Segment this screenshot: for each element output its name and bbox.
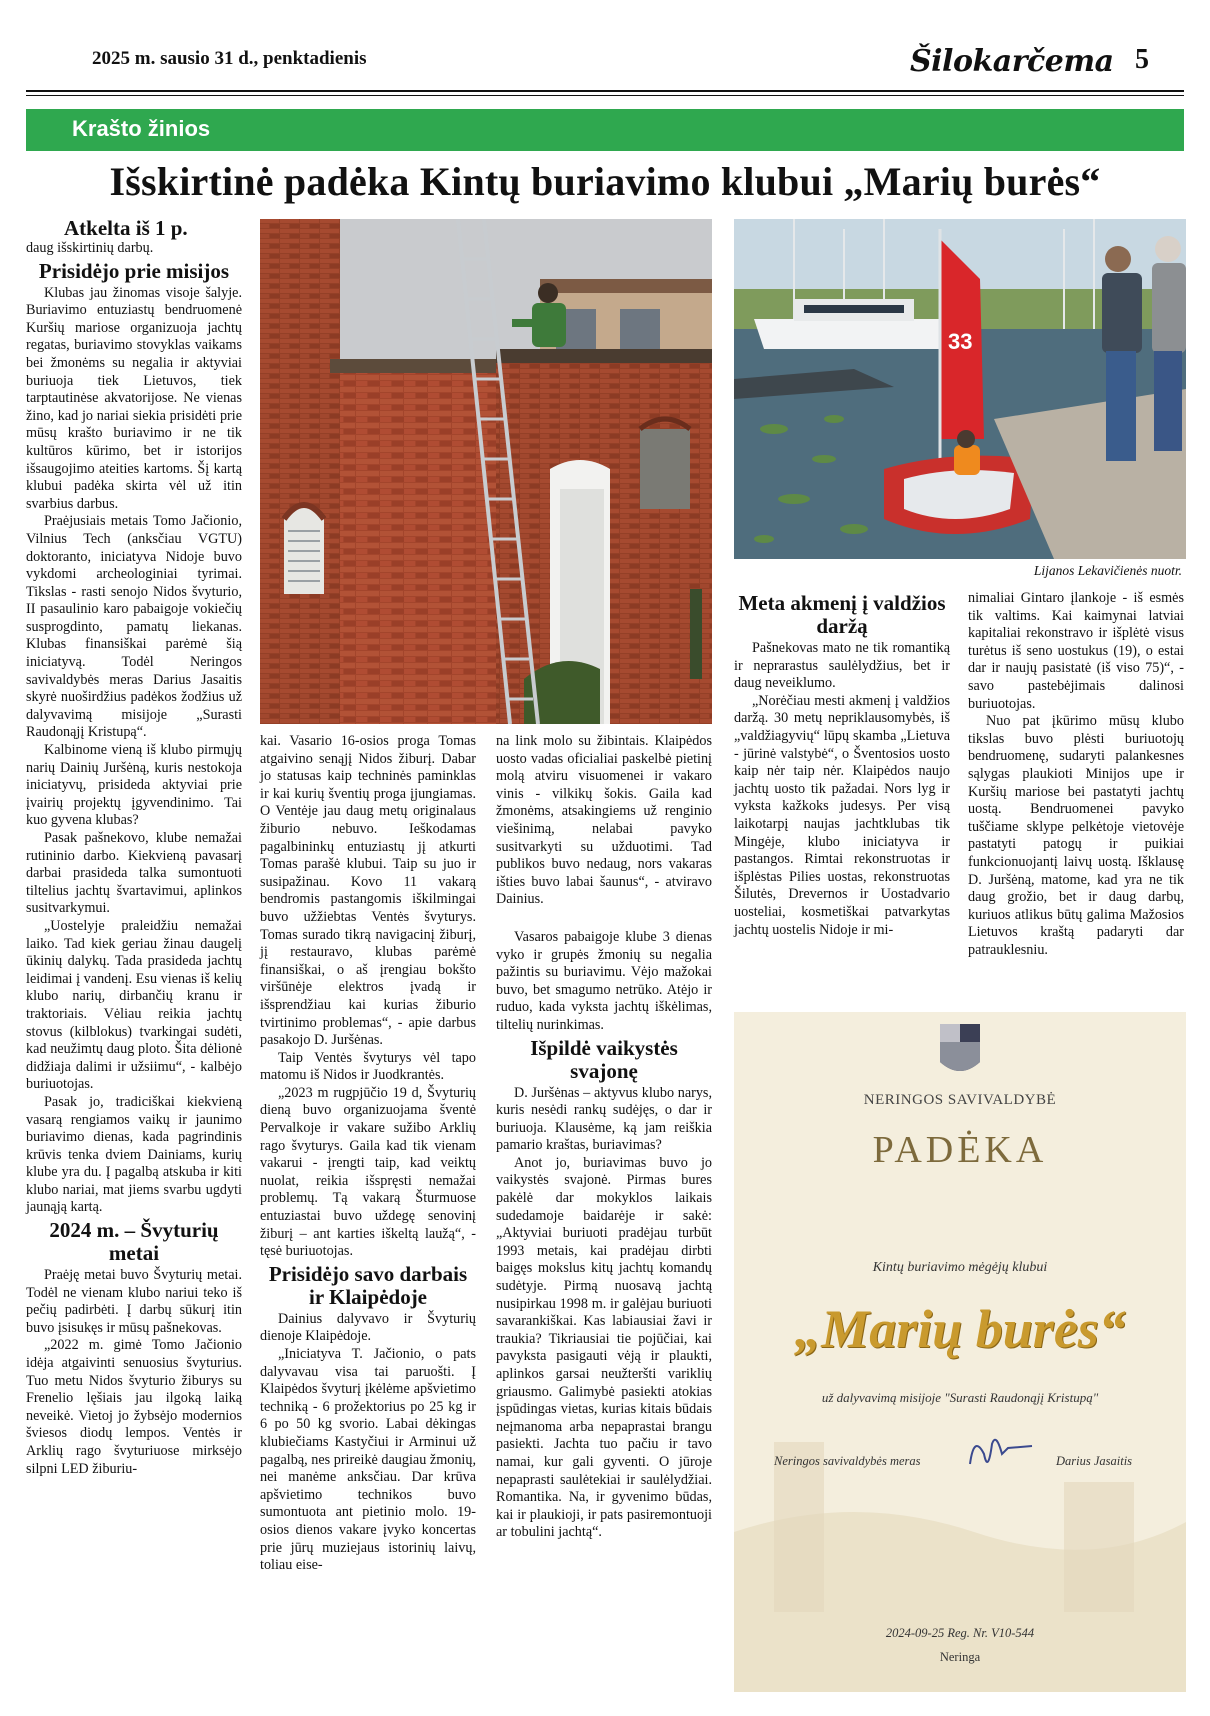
- paragraph: „2023 m rugpjūčio 19 d, Švyturių dieną buvo organizuojama šventė Pervalkoje ir vakare sužibo Arklių rago švyturys. Gaila kad tik vienam vakarui - įrengti taip, kad veiktų nuolat, reikia išspręsti nemažai problemų. Tą vakarą Šturmuose entuziastai buvo uždegę senovinį žiburį – ant karties iškeltą laužą“, - tęsė buriuotojas.: [260, 1084, 476, 1260]
- continued-from: Atkelta iš 1 p.: [64, 216, 188, 240]
- paragraph: Taip Ventės švyturys vėl tapo matomu iš Nidos ir Juodkrantės.: [260, 1049, 476, 1084]
- certificate-reason: už dalyvavimą misijoje "Surasti Raudonąjį Kristupą": [821, 1390, 1099, 1405]
- paragraph: kai. Vasario 16-osios proga Tomas atgaivino senąjį Nidos žiburį. Dabar jo statusas kaip techninės paminklas ir kai kurių šventių proga įjungiamas. O Ventėje jau daug metų originalaus žiburio nebuvo. Ieškodamas pagalbininkų entuziastų jį atkurti Tomas parašė klubui. Taip su juo ir susipažinau. Kovo 11 vakarą bendromis pastangomis iškilmingai buvo užžiebtas Ventės švyturys. Tomas surado tikrą navigacinį žiburį, jį restauravo, klubas parėmė finansiškai, o aš įrengiau bokšto viršūnėje elektros įvadą ir išsprendžiau kai kurias žiburio tvirtinimo problemas“, - apie darbus pasakojo D. Juršėnas.: [260, 733, 476, 1049]
- svg-text:33: 33: [948, 329, 973, 354]
- paragraph: „Norėčiau mesti akmenį į valdžios daržą. 30 metų nepriklausomybės, iš „valdžiagyvių“ lūpų skamba „Lietuva - jūrinė valstybė“, o Šventosios uosto kaip nėr taip nėr. Klaipėdos naujo jachtų uosto tik pažadai. Nors lyg ir vyksta kažkoks judesys. Per visą laikotarpį naujas jachtklubas tik Mingėje, klubo iniciatyva ir pastangos. Rimtai rekonstruotas ir išplėstas Pilies uostas, rekonstruotas Šilutės, Drevernos ir Uostadvario uosteliai, kosmetiškai patvarkytas jachtų uostelis Nidoje ir mi-: [734, 692, 950, 938]
- issue-date: 2025 m. sausio 31 d., penktadienis: [92, 48, 367, 69]
- certificate-date-reg: 2024-09-25 Reg. Nr. V10-544: [885, 1626, 1035, 1640]
- paragraph: Kalbinome vieną iš klubo pirmųjų narių Dainių Juršėną, kuris nestokoja iniciatyvų, prisideda aktyviai prie įvairių projektų įgyvendinimo. Tai kuo gyvena klubas?: [26, 742, 242, 829]
- column-5: [968, 590, 1184, 959]
- column-2: [260, 733, 476, 1575]
- paragraph: Nuo pat įkūrimo mūsų klubo tikslas buvo plėsti buriuotojų bendruomenę, sudaryti palankesnes sąlygas plaukioti Minijos upe ir Kuršių mariose bei pastatyti jachtų uostą. Bendruomenei pavyko tuščiame sklype pelkėtoje vietovėje pastatyti patogų ir puikiai funkcionuojantį laivų uostą. Išklausę D. Juršėną, matome, kad yra ne tik daug grožio, bet ir daug darbų, kuriuos atlikus būtų galima Mažosios Lietuvos kraštą padaryti dar patrauklesniu.: [968, 713, 1184, 958]
- article-headline: Išskirtinė padėka Kintų buriavimo klubui „Marių burės“: [109, 159, 1101, 204]
- column-4: [734, 590, 950, 939]
- subheading: Prisidėjo prie misijos: [38, 258, 230, 283]
- certificate-title: PADĖKA: [872, 1129, 1048, 1171]
- page-number: 5: [1135, 44, 1149, 75]
- header-rule: [26, 90, 1184, 92]
- paragraph: Praėjusiais metais Tomo Jačionio, Vilnius Tech (anksčiau VGTU) doktoranto, iniciatyva Nidoje buvo vykdomi archeologiniai tyrimai. Tikslas - rasti senojo Nidos švyturio, II pasaulinio karo pabaigoje vokiečių susprogdinto, pamatų liekanas. Klubas finansiškai parėmė šią iniciatyvą. Todėl Neringos savivaldybės meras Darius Jasaitis skyrė nuoširdžius padėkos žodžius už dalyvavimą misijoje „Surasti Raudonąjį Kristupą“.: [26, 513, 242, 741]
- paragraph: „Uostelyje praleidžiu nemažai laiko. Tad kiek geriau žinau daugelį ūkinių dalykų. Tada prasideda jachtų leidimai į vandenį. Esu vienas iš kelių klubo narių, dirbančių kranu ir traktoriais. Vėliau reikia jachtų stovus (kilblokus) tvarkingai sudėti, kad neužimtų daug ploto. Šita dėlionė didžiaja dalimi ir užsiimu“, - kalbėjo buriuotojas.: [26, 917, 242, 1093]
- certificate-image: [734, 1012, 1186, 1692]
- paragraph: „Iniciatyva T. Jačionio, o pats dalyvavau visa tai paruošti. Į Klaipėdos švyturį įkėlėme apšvietimo techniką - 6 prožektorius po 25 kg ir 6 po 50 kg svorio. Labai dėkingas klubiečiams Kastyčiui ir Arminui už pagalbą, nes prireikė daugiau žmonių, nei manėme anksčiau. Dar krūva apšvietimo technikos buvo sumontuota ant pietinio molo. 19-osios dienos vakare įvyko koncertas prie jūrų muziejaus istorinių laivų, toliau eise-: [260, 1346, 476, 1574]
- section-bar: [26, 109, 1184, 151]
- certificate-recipient-line: Kintų buriavimo mėgėjų klubui: [872, 1260, 1048, 1275]
- paragraph: D. Juršėnas – aktyvus klubo narys, kuris nesėdi rankų sudėjęs, o dar ir buriuoja. Klausėme, ką jam reiškia pamario kraštas, buriavimas?: [496, 1084, 712, 1154]
- column-1: [26, 216, 242, 1478]
- paragraph: Klubas jau žinomas visoje šalyje. Buriavimo entuziastų bendruomenė Kuršių mariose organizuoja jachtų regatas, buriavimo stovyklas vaikams bei žmonėms su negalia ir aktyviai buriuoja tiek Lietuvos, tiek tarptautinėse akvatorijose. Ne vienas žino, kad jo nariai siekia prisidėti prie mūsų krašto buriavimo ir ne tik kultūros kūrimo, bet ir istorijos išsaugojimo ateities kartoms. Šį kartą klubui padėka skirta vėl už itin svarbius darbus.: [26, 284, 242, 512]
- paragraph: nimaliai Gintaro įlankoje - iš esmės tik valtims. Kai kaimynai latviai kapitaliai rekonstravo ir išplėtė visus turėtus iš seno uostukus (19), o estai dar ir naujų pasistatė (iš viso 75)“, - savo pastebėjimais dalinosi buriuotojas.: [968, 590, 1184, 712]
- paragraph: daug išskirtinių darbų.: [26, 240, 154, 256]
- paragraph: Praėję metai buvo Švyturių metai. Todėl ne vienam klubo nariui teko iš pečių padirbėti. Į darbų sūkurį itin buvo įsisukęs ir mūsų pašnekovas.: [26, 1267, 242, 1336]
- coat-of-arms-icon: [940, 1024, 980, 1071]
- certificate-signer-role: Neringos savivaldybės meras: [774, 1454, 921, 1468]
- subheading: Meta akmenį į valdžios daržą: [738, 591, 946, 638]
- paragraph: „2022 m. gimė Tomo Jačionio idėja atgaivinti senuosius švyturius. Tuo metu Nidos švyturio žiburys su Frenelio lęšiais jau ilgoką laiką neveikė. Vietoj jo žybsėjo modernios šviesos diodų lempos. Ventės ir Arklių rago švyturiuose mirksėjo silpni LED žiburiu-: [26, 1337, 242, 1477]
- header-rule-thin: [26, 95, 1184, 96]
- signature-icon: [962, 1424, 1042, 1484]
- photo-credit: Lijanos Lekavičienės nuotr.: [1033, 563, 1182, 578]
- paragraph: Pašnekovas mato ne tik romantiką ir neprarastus saulėlydžius, bet ir daug neveiklumo.: [734, 640, 950, 692]
- paragraph: Vasaros pabaigoje klube 3 dienas vyko ir grupės žmonių su negalia pažintis su buriavimu. Vėjo mažokai buvo, bet smagumo netrūko. Atėjo ir ruduo, kada vyksta jachtų iškėlimas, tiltelių nurinkimas.: [496, 928, 712, 1033]
- column-3: [496, 733, 712, 1542]
- certificate-place: Neringa: [939, 1650, 981, 1664]
- certificate-signer-name: Darius Jasaitis: [1056, 1454, 1133, 1468]
- certificate-club-name: „Marių burės“: [794, 1299, 1126, 1359]
- subheading: Prisidėjo savo darbais ir Klaipėdoje: [268, 1261, 468, 1309]
- paragraph: Pasak pašnekovo, klube nemažai rutininio darbo. Kiekvieną pavasarį darbai prasideda talka sumontuoti tiltelius jachtų švartavimui, aplinkos susitvarkymui.: [26, 830, 242, 917]
- section-title: Krašto žinios: [72, 116, 211, 141]
- paragraph: Dainius dalyvavo ir Švyturių dienoje Klaipėdoje.: [260, 1310, 476, 1345]
- sailboat-photo: [734, 219, 1186, 559]
- paragraph: na link molo su žibintais. Klaipėdos uosto vadas oficialiai paskelbė pietinį molą atviru visuomenei ir vakaro vinis - vilkikų šokis. Gaila kad žmonėms, atsakingiems už renginio viešinimą, nelabai pavyko susitvarkyti su užduotimi. Tad publikos buvo nedaug, nors vakaras išties buvo labai šaunus“, - atviravo Dainius.: [496, 733, 712, 908]
- subheading: Išpildė vaikystės svajonę: [530, 1035, 678, 1083]
- lighthouse-ladder-photo: [260, 219, 712, 724]
- certificate-issuer: NERINGOS SAVIVALDYBĖ: [863, 1092, 1057, 1108]
- logo-text: Šilokarčema: [910, 44, 1114, 79]
- paragraph: Anot jo, buriavimas buvo jo vaikystės svajonė. Pirmas bures pakėlė dar mokyklos laikais sudedamoje baidarėje ir sakė: „Aktyviai buriuoti pradėjau turbūt 1993 metais, kai pradėjau dirbti baigęs mokslus kitų jachtų komandų sudėtyje. Pirmą nuosavą jachtą nusipirkau 1998 m. ir galėjau buriuoti savarankiškai. Kas labiausiai žavi ir traukia? Tikriausiai tie pojūčiai, kai pavyksta pasigauti vėją ir plaukti, aplinkos garsai neužteršti variklių griausmo. Galimybė pasiekti atokias įspūdingas vietas, kurias kitais būdais neįmanoma arba nepaprastai brangu pasiekti. Jachta tuo pačiu ir tavo namai, kur gali gyventi. O jūroje nepaprasti saulėtekiai ir saulėlydžiai. Romantika. Na, ir gyvenimo būdas, kai ir plaukioji, ir pats pasiremontuoji ar tobulini jachtą“.: [496, 1154, 712, 1541]
- subheading: 2024 m. – Švyturių metai: [49, 1218, 219, 1266]
- paragraph: Pasak jo, tradiciškai kiekvieną vasarą rengiamos vaikų ir jaunimo buriavimo dienas, kada pagrindinis krūvis tenka dviem Dainiams, kurių klube yra du. Į pagalbą atskuba ir kiti klubo nariai, mat jiems svarbu ugdyti jaunąją kartą.: [26, 1093, 242, 1216]
- newspaper-logo: [910, 44, 1114, 79]
